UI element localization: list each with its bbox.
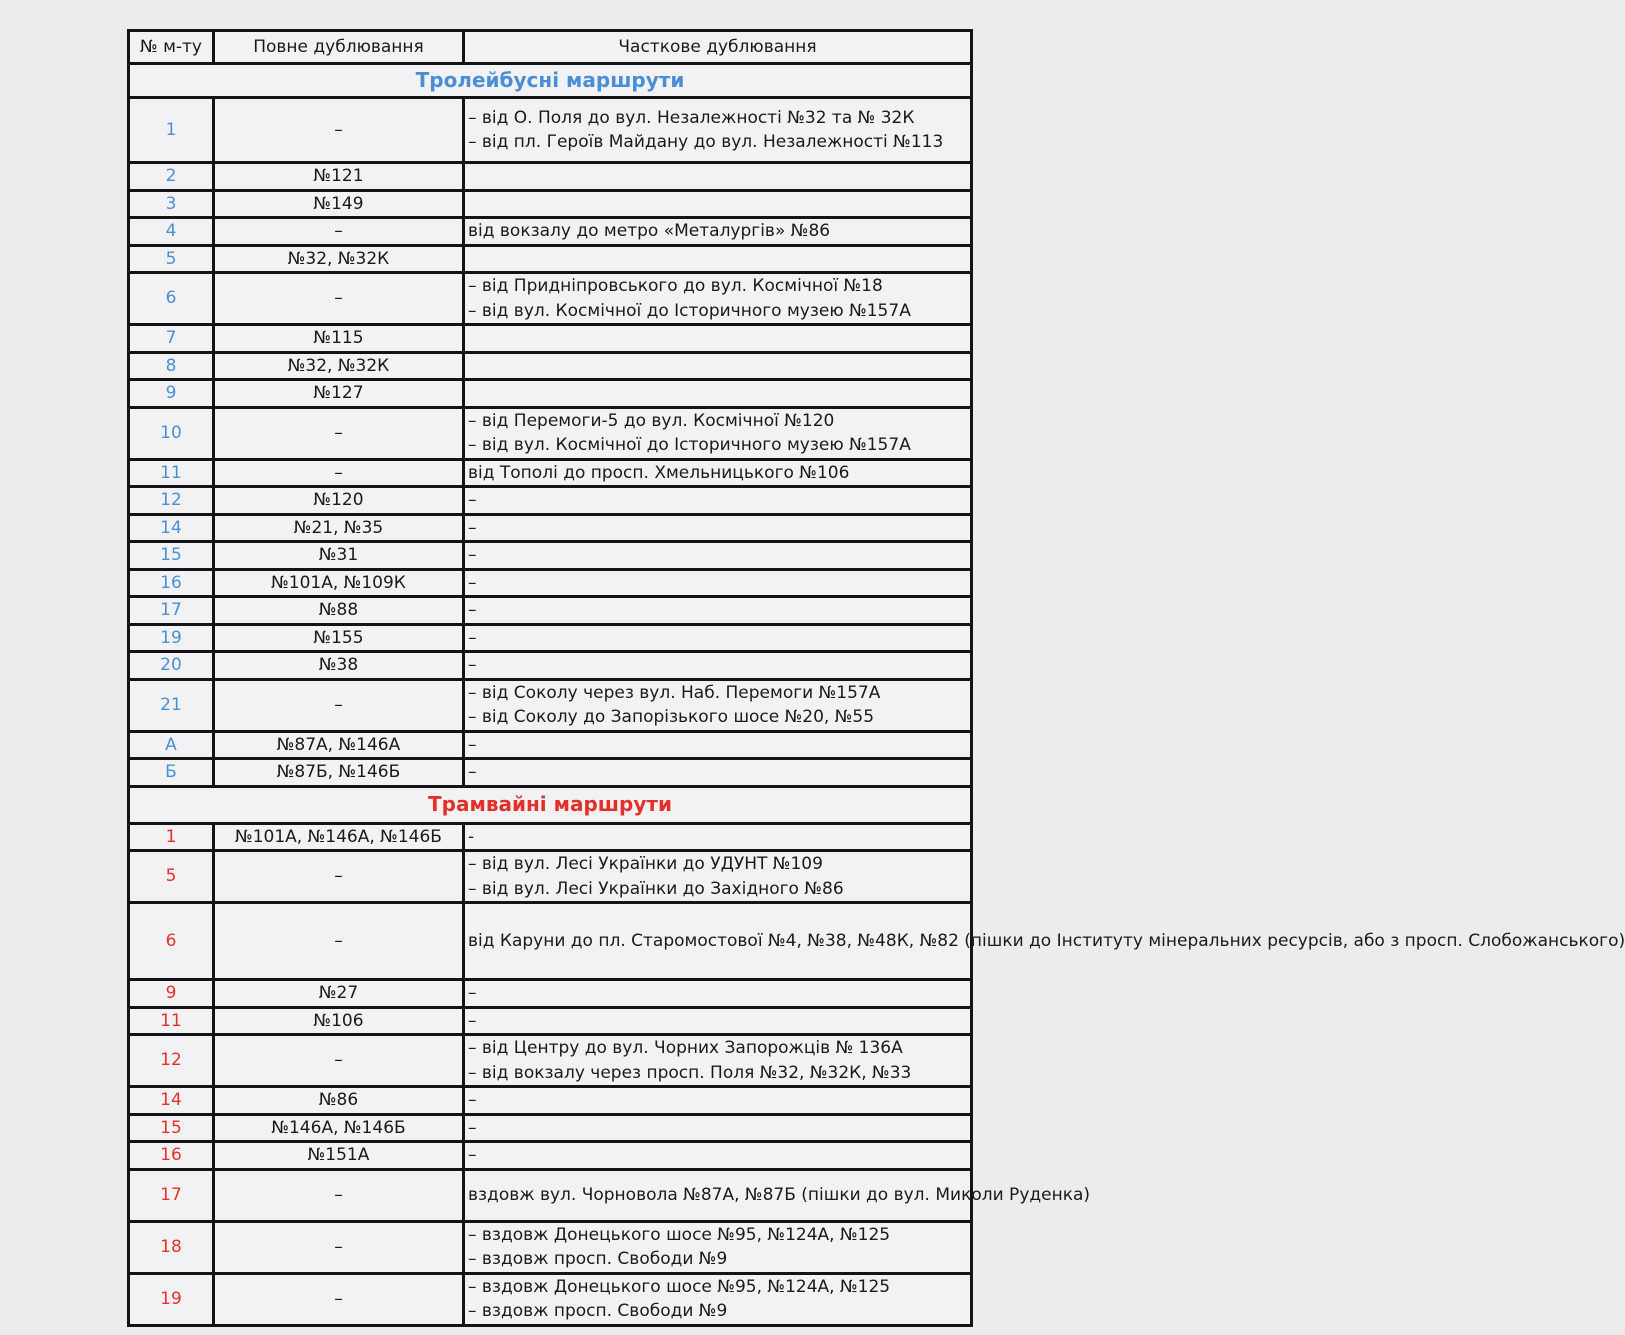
- partial-duplication: [464, 1221, 972, 1273]
- tram-route-row: [129, 1273, 972, 1325]
- full-duplication: –: [214, 679, 464, 731]
- tram-route-row: [129, 823, 972, 851]
- route-number: 15: [129, 542, 214, 570]
- route-number: 2: [129, 163, 214, 191]
- trolleybus-route-row: [129, 459, 972, 487]
- tram-route-row: [129, 1114, 972, 1142]
- trolleybus-route-row: [129, 218, 972, 246]
- partial-duplication-line: – від Соколу до Запорізького шосе №20, №55: [468, 707, 875, 727]
- full-duplication: №101А, №109К: [214, 569, 464, 597]
- partial-duplication-line: –: [468, 627, 477, 648]
- partial-duplication-line: – від вул. Лесі Українки до Західного №86: [468, 878, 844, 899]
- full-duplication: №146А, №146Б: [214, 1114, 464, 1142]
- trolleybus-route-row: [129, 407, 972, 459]
- route-number: 16: [129, 1142, 214, 1170]
- tram-route-row: [129, 851, 972, 903]
- full-duplication: №27: [214, 980, 464, 1008]
- partial-duplication-line: – від вул. Космічної до Історичного музею №157А: [468, 300, 911, 321]
- header-row: [129, 31, 972, 64]
- partial-duplication-line: –: [468, 983, 477, 1003]
- partial-duplication-line: –: [468, 1117, 477, 1138]
- full-duplication: –: [214, 851, 464, 903]
- partial-duplication-line: – вздовж просп. Свободи №9: [468, 1249, 728, 1269]
- full-duplication: –: [214, 1035, 464, 1087]
- route-number: 10: [129, 407, 214, 459]
- route-number: 5: [129, 245, 214, 273]
- route-number: 1: [129, 98, 214, 163]
- trolleybus-route-row: [129, 273, 972, 325]
- route-number: 6: [129, 273, 214, 325]
- partial-duplication: [464, 624, 972, 652]
- partial-duplication-line: – вздовж Донецького шосе №95, №124А, №125: [468, 1276, 891, 1297]
- route-duplication-table: [127, 29, 1625, 1327]
- trolleybus-route-row: [129, 380, 972, 408]
- partial-duplication: [464, 569, 972, 597]
- full-duplication: –: [214, 459, 464, 487]
- full-duplication: –: [214, 1273, 464, 1325]
- partial-duplication: [464, 1142, 972, 1170]
- full-duplication: №106: [214, 1007, 464, 1035]
- route-number: 5: [129, 851, 214, 903]
- tram-route-row: [129, 1221, 972, 1273]
- partial-duplication: [464, 352, 972, 380]
- partial-duplication-line: – вздовж просп. Свободи №9: [468, 1301, 728, 1321]
- trolleybus-route-row: [129, 731, 972, 759]
- route-number: 20: [129, 652, 214, 680]
- partial-duplication: [464, 1169, 1091, 1221]
- route-number: 19: [129, 1273, 214, 1325]
- partial-duplication-line: –: [468, 1010, 477, 1031]
- route-number: 17: [129, 1169, 214, 1221]
- trolleybus-route-row: [129, 352, 972, 380]
- partial-duplication: [464, 1273, 972, 1325]
- tram-route-row: [129, 903, 972, 980]
- partial-duplication-line: – від Перемоги-5 до вул. Космічної №120: [468, 410, 835, 431]
- partial-duplication: [464, 542, 972, 570]
- partial-duplication-line: – від вокзалу через просп. Поля №32, №32К, №33: [468, 1062, 912, 1083]
- partial-duplication-line: –: [468, 1145, 477, 1165]
- route-number: 6: [129, 903, 214, 980]
- partial-duplication: [464, 514, 972, 542]
- trolleybus-route-row: [129, 624, 972, 652]
- full-duplication: №127: [214, 380, 464, 408]
- partial-duplication-line: – від Придніпровського до вул. Космічної №18: [468, 276, 883, 296]
- partial-duplication-line: –: [468, 734, 477, 755]
- partial-duplication: [464, 652, 972, 680]
- full-duplication: №149: [214, 190, 464, 218]
- trolleybus-section-row: [129, 64, 972, 98]
- partial-duplication: [464, 731, 972, 759]
- full-duplication: №120: [214, 487, 464, 515]
- full-duplication: №87Б, №146Б: [214, 759, 464, 787]
- full-duplication: №31: [214, 542, 464, 570]
- partial-duplication-line: –: [468, 517, 477, 538]
- trolleybus-route-row: [129, 759, 972, 787]
- trolleybus-route-row: [129, 569, 972, 597]
- partial-duplication-line: –: [468, 545, 477, 565]
- route-number: 11: [129, 1007, 214, 1035]
- full-duplication: №88: [214, 597, 464, 625]
- header-full-duplication: Повне дублювання: [214, 31, 464, 64]
- full-duplication: –: [214, 407, 464, 459]
- trolleybus-route-row: [129, 514, 972, 542]
- trolleybus-route-row: [129, 163, 972, 191]
- trolleybus-route-row: [129, 325, 972, 353]
- full-duplication: №86: [214, 1087, 464, 1115]
- full-duplication: №115: [214, 325, 464, 353]
- partial-duplication-line: –: [468, 572, 477, 593]
- route-number: 14: [129, 1087, 214, 1115]
- partial-duplication-line: від Каруни до пл. Старомостової №4, №38, №48К, №82 (пішки до Інституту мінеральних ресурсів, або з просп. Слобожанського): [468, 930, 1625, 951]
- partial-duplication: [464, 1007, 972, 1035]
- partial-duplication-line: від вокзалу до метро «Металургів» №86: [468, 221, 831, 241]
- trolleybus-route-row: [129, 679, 972, 731]
- full-duplication: –: [214, 1169, 464, 1221]
- partial-duplication: [464, 823, 972, 851]
- full-duplication: –: [214, 1221, 464, 1273]
- partial-duplication-line: – від Соколу через вул. Наб. Перемоги №157А: [468, 682, 881, 703]
- full-duplication: №151А: [214, 1142, 464, 1170]
- route-number: 12: [129, 1035, 214, 1087]
- partial-duplication: [464, 98, 972, 163]
- partial-duplication-line: –: [468, 1090, 477, 1110]
- partial-duplication-line: – від вул. Космічної до Історичного музею №157А: [468, 435, 911, 455]
- tram-route-row: [129, 1142, 972, 1170]
- partial-duplication-line: –: [468, 655, 477, 675]
- partial-duplication: [464, 407, 972, 459]
- partial-duplication: [464, 190, 972, 218]
- route-number: 16: [129, 569, 214, 597]
- route-number: 3: [129, 190, 214, 218]
- partial-duplication: [464, 597, 972, 625]
- full-duplication: –: [214, 903, 464, 980]
- route-number: 14: [129, 514, 214, 542]
- trolleybus-route-row: [129, 98, 972, 163]
- full-duplication: –: [214, 218, 464, 246]
- partial-duplication-line: вздовж вул. Чорновола №87А, №87Б (пішки до вул. Миколи Руденка): [468, 1184, 1091, 1205]
- full-duplication: №32, №32К: [214, 245, 464, 273]
- tram-route-row: [129, 980, 972, 1008]
- partial-duplication: [464, 218, 972, 246]
- partial-duplication: [464, 487, 972, 515]
- partial-duplication-line: – від Центру до вул. Чорних Запорожців № 136А: [468, 1038, 903, 1058]
- route-number: 8: [129, 352, 214, 380]
- partial-duplication-line: – вздовж Донецького шосе №95, №124А, №125: [468, 1224, 891, 1245]
- full-duplication: №32, №32К: [214, 352, 464, 380]
- partial-duplication-line: – від вул. Лесі Українки до УДУНТ №109: [468, 854, 823, 874]
- tram-section-row: [129, 786, 972, 823]
- partial-duplication: [464, 380, 972, 408]
- route-number: 7: [129, 325, 214, 353]
- full-duplication: №38: [214, 652, 464, 680]
- tram-route-row: [129, 1035, 972, 1087]
- full-duplication: №21, №35: [214, 514, 464, 542]
- partial-duplication: [464, 903, 1625, 980]
- route-number: 11: [129, 459, 214, 487]
- partial-duplication: [464, 325, 972, 353]
- route-number: 19: [129, 624, 214, 652]
- full-duplication: №155: [214, 624, 464, 652]
- partial-duplication: [464, 679, 972, 731]
- route-number: 1: [129, 823, 214, 851]
- partial-duplication: [464, 163, 972, 191]
- partial-duplication: [464, 1114, 972, 1142]
- tram-route-row: [129, 1087, 972, 1115]
- partial-duplication-line: від Тополі до просп. Хмельницького №106: [468, 462, 850, 483]
- header-partial-duplication: Часткове дублювання: [464, 31, 972, 64]
- partial-duplication-line: –: [468, 490, 477, 510]
- partial-duplication: [464, 1035, 972, 1087]
- tram-route-row: [129, 1169, 972, 1221]
- partial-duplication-line: – від пл. Героїв Майдану до вул. Незалежності №113: [468, 132, 944, 152]
- route-number: 12: [129, 487, 214, 515]
- partial-duplication: [464, 273, 972, 325]
- partial-duplication: [464, 851, 972, 903]
- partial-duplication-line: –: [468, 762, 477, 782]
- header-route-number: № м-ту: [129, 31, 214, 64]
- partial-duplication: [464, 980, 972, 1008]
- full-duplication: –: [214, 273, 464, 325]
- partial-duplication-line: -: [468, 826, 475, 847]
- route-number: 4: [129, 218, 214, 246]
- trolleybus-route-row: [129, 190, 972, 218]
- trolleybus-route-row: [129, 597, 972, 625]
- tram-section-title: Трамвайні маршрути: [129, 786, 972, 823]
- partial-duplication-line: – від О. Поля до вул. Незалежності №32 та № 32К: [468, 107, 915, 128]
- route-number: 15: [129, 1114, 214, 1142]
- partial-duplication: [464, 459, 972, 487]
- trolleybus-route-row: [129, 542, 972, 570]
- partial-duplication-line: –: [468, 600, 477, 620]
- route-number: А: [129, 731, 214, 759]
- trolleybus-route-row: [129, 245, 972, 273]
- full-duplication: №101А, №146А, №146Б: [214, 823, 464, 851]
- tram-route-row: [129, 1007, 972, 1035]
- trolleybus-route-row: [129, 487, 972, 515]
- full-duplication: №87А, №146А: [214, 731, 464, 759]
- partial-duplication: [464, 759, 972, 787]
- full-duplication: –: [214, 98, 464, 163]
- full-duplication: №121: [214, 163, 464, 191]
- route-number: Б: [129, 759, 214, 787]
- route-number: 9: [129, 980, 214, 1008]
- route-number: 9: [129, 380, 214, 408]
- route-number: 21: [129, 679, 214, 731]
- route-duplication-sheet: [127, 29, 1625, 1321]
- route-number: 17: [129, 597, 214, 625]
- route-number: 18: [129, 1221, 214, 1273]
- partial-duplication: [464, 245, 972, 273]
- trolleybus-section-title: Тролейбусні маршрути: [129, 64, 972, 98]
- partial-duplication: [464, 1087, 972, 1115]
- trolleybus-route-row: [129, 652, 972, 680]
